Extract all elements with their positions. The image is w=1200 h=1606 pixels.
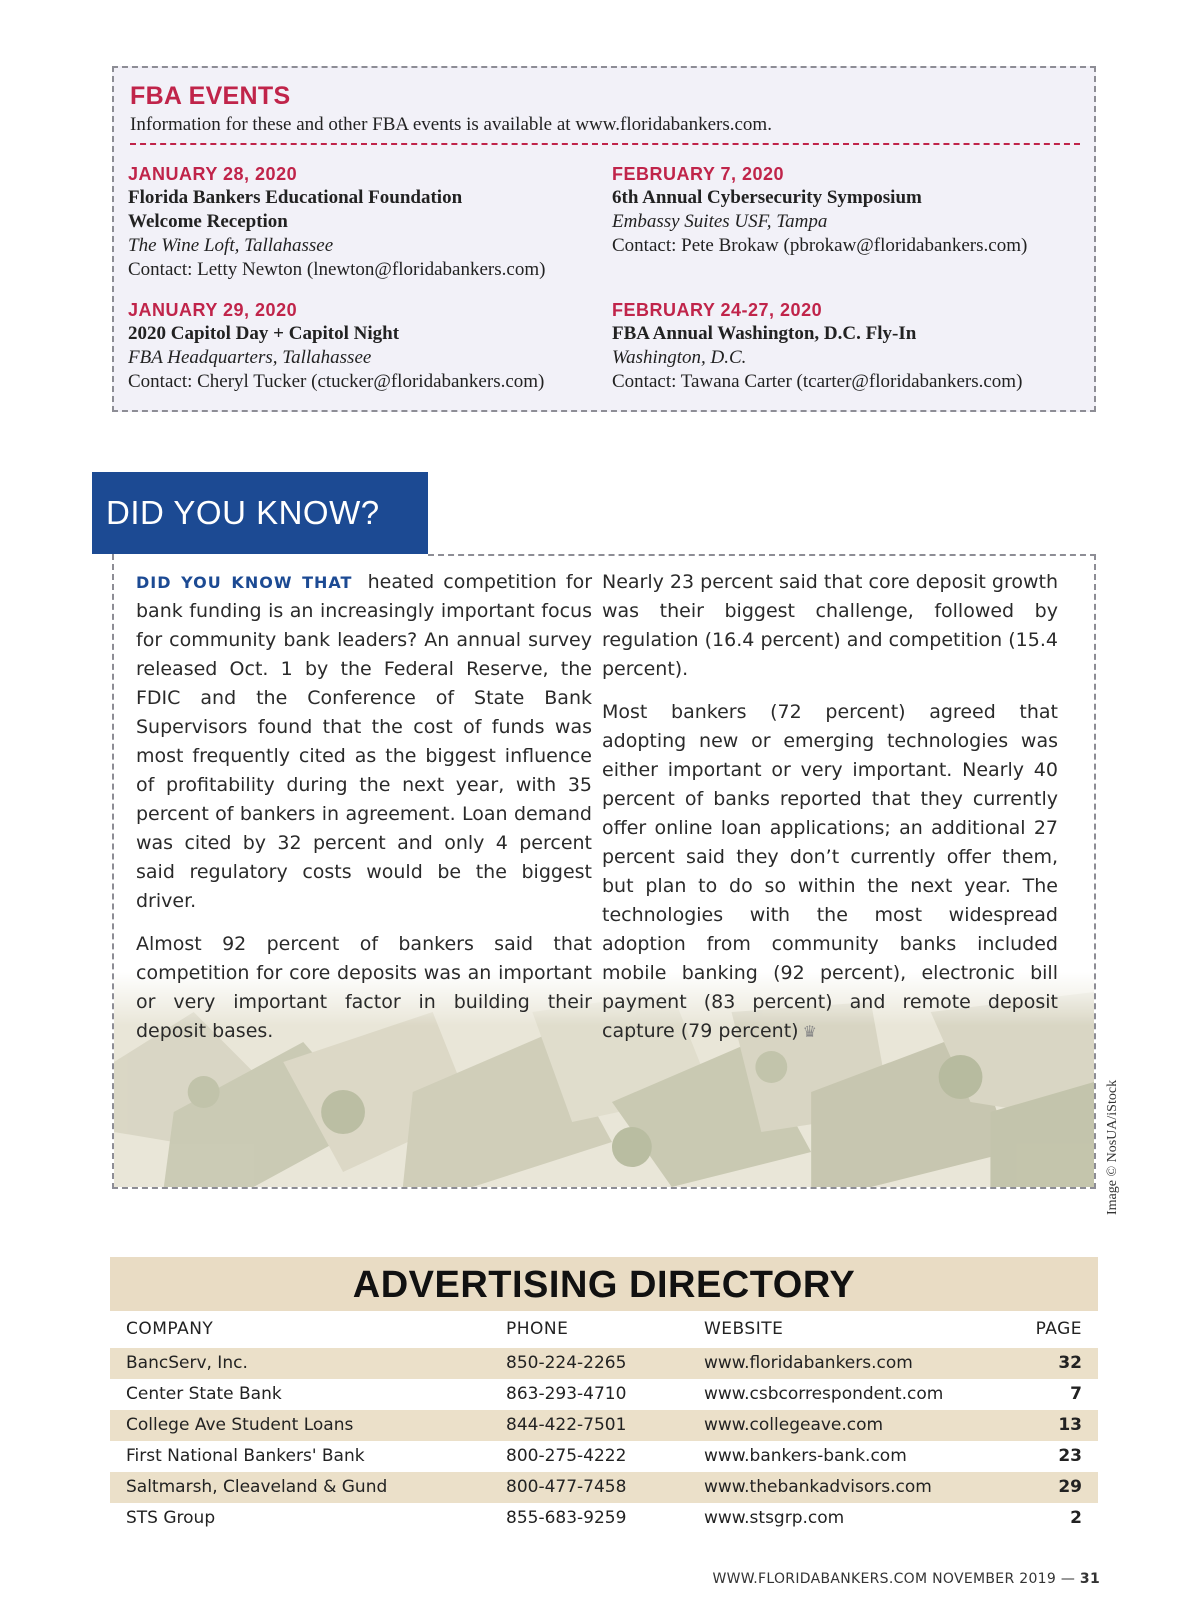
event-item [612,298,1082,394]
event-item [612,162,1082,258]
website-link[interactable]: www.thebankadvisors.com [704,1477,932,1497]
directory-title: ADVERTISING DIRECTORY [110,1257,1098,1311]
table-row [110,1379,1098,1410]
footer-dash: — [1060,1571,1076,1587]
event-venue: The Wine Loft, Tallahassee [128,235,334,256]
column-header-company: COMPANY [126,1319,214,1339]
phone-cell: 850-224-2265 [506,1353,627,1373]
event-contact: Contact: Cheryl Tucker (ctucker@floridabankers.com) [128,371,545,392]
website-link[interactable]: www.csbcorrespondent.com [704,1384,944,1404]
events-title: FBA EVENTS [130,82,291,110]
table-row [110,1441,1098,1472]
event-date: JANUARY 29, 2020 [128,300,298,320]
event-date: FEBRUARY 24-27, 2020 [612,300,823,320]
company-cell: First National Bankers' Bank [126,1446,365,1466]
footer-site: WWW.FLORIDABANKERS.COM [712,1571,928,1587]
page-cell: 32 [1058,1353,1082,1373]
phone-cell: 800-275-4222 [506,1446,627,1466]
table-row [110,1410,1098,1441]
directory-table [110,1312,1098,1534]
event-name: Florida Bankers Educational Foundation [128,187,463,208]
phone-cell: 863-293-4710 [506,1384,627,1404]
did-you-know-column-left [136,568,592,1060]
event-date: FEBRUARY 7, 2020 [612,164,785,184]
event-item [128,162,598,282]
column-header-website: WEBSITE [704,1319,784,1339]
event-name: 6th Annual Cybersecurity Symposium [612,187,922,208]
page-cell: 13 [1058,1415,1082,1435]
did-you-know-banner: DID YOU KNOW? [92,472,428,554]
event-name-continued: Welcome Reception [128,211,288,232]
did-you-know-paragraph: Nearly 23 percent said that core deposit growth was their biggest challenge, followed by regulation (16.4 percent) and competition (15.4 percent). [602,571,1058,680]
company-cell: Center State Bank [126,1384,282,1404]
did-you-know-text: heated competition for bank funding is an increasingly important focus for community bank leaders? An annual survey released Oct. 1 by the Federal Reserve, the FDIC and the Conference of State Bank Supervisors found that the cost of funds was most frequently cited as the biggest influence of profitability during the next year, with 35 percent of bankers in agreement. Loan demand was cited by 32 percent and only 4 percent said regulatory costs would be the biggest driver. [136,571,593,912]
company-cell: BancServ, Inc. [126,1353,248,1373]
event-venue: FBA Headquarters, Tallahassee [128,347,372,368]
did-you-know-text: Most bankers (72 percent) agreed that adopting new or emerging technologies was either important or very important. Nearly 40 percent of banks reported that they currently offer online loan applications; an additional 27 percent said they don’t currently offer them, but plan to do so within the next year. The technologies with the most widespread adoption from community banks included mobile banking (92 percent), electronic bill payment (83 percent) and remote deposit capture (79 percent) [602,701,1058,1042]
event-venue: Embassy Suites USF, Tampa [612,211,828,232]
footer-issue: NOVEMBER 2019 [932,1571,1057,1587]
website-link[interactable]: www.collegeave.com [704,1415,884,1435]
did-you-know-paragraph [136,568,592,916]
table-row [110,1348,1098,1379]
event-contact: Contact: Pete Brokaw (pbrokaw@floridabankers.com) [612,235,1028,256]
image-credit: Image © NosUA/iStock [1105,1079,1120,1215]
event-date: JANUARY 28, 2020 [128,164,298,184]
page-cell: 7 [1070,1384,1082,1404]
directory-header-row [110,1312,1098,1348]
table-row [110,1503,1098,1534]
phone-cell: 800-477-7458 [506,1477,627,1497]
did-you-know-box [112,554,1096,1189]
event-item [128,298,598,394]
event-name: 2020 Capitol Day + Capitol Night [128,323,400,344]
page-number: 31 [1079,1571,1100,1587]
company-cell: STS Group [126,1508,216,1528]
page-cell: 2 [1070,1508,1082,1528]
events-intro: Information for these and other FBA events is available at www.floridabankers.com. [130,114,772,135]
page-cell: 23 [1058,1446,1082,1466]
table-row [110,1472,1098,1503]
event-contact: Contact: Letty Newton (lnewton@floridabankers.com) [128,259,546,280]
did-you-know-column-right [602,568,1058,1060]
page-cell: 29 [1058,1477,1082,1497]
end-mark-icon: ♛ [802,1022,817,1041]
company-cell: Saltmarsh, Cleaveland & Gund [126,1477,388,1497]
events-box [112,66,1096,412]
page-footer [712,1571,1100,1587]
events-divider [130,143,1080,145]
phone-cell: 844-422-7501 [506,1415,627,1435]
website-link[interactable]: www.stsgrp.com [704,1508,845,1528]
column-header-page: PAGE [1035,1319,1082,1339]
did-you-know-paragraph: Almost 92 percent of bankers said that competition for core deposits was an important or very important factor in building their deposit bases. [136,933,592,1042]
company-cell: College Ave Student Loans [126,1415,354,1435]
website-link[interactable]: www.bankers-bank.com [704,1446,907,1466]
column-header-phone: PHONE [506,1319,569,1339]
event-venue: Washington, D.C. [612,347,747,368]
website-link[interactable]: www.floridabankers.com [704,1353,913,1373]
did-you-know-lead: DID YOU KNOW THAT [136,573,353,592]
phone-cell: 855-683-9259 [506,1508,627,1528]
did-you-know-paragraph [602,698,1058,1046]
event-name: FBA Annual Washington, D.C. Fly-In [612,323,917,344]
event-contact: Contact: Tawana Carter (tcarter@floridabankers.com) [612,371,1023,392]
